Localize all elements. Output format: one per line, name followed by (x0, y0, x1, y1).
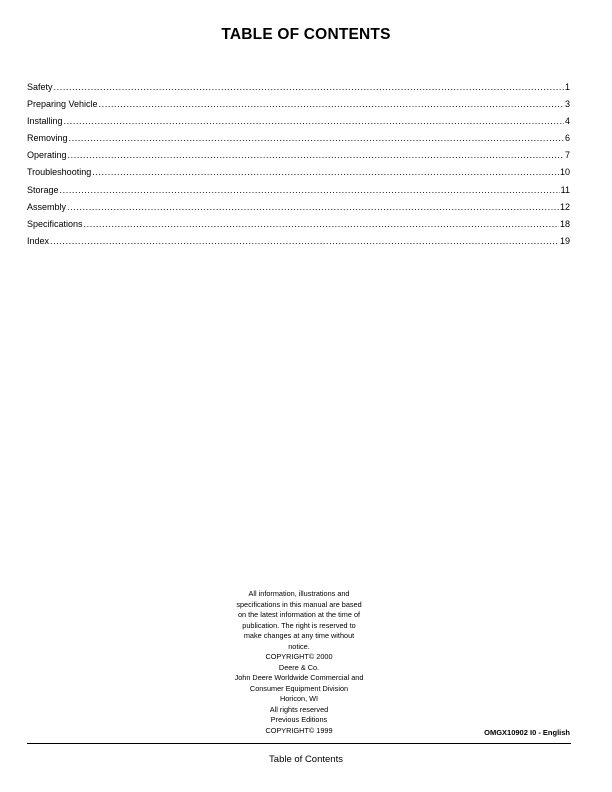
toc-entry-label: Operating (27, 150, 67, 161)
notice-line: Deere & Co. (278, 662, 320, 672)
toc-entry-page: 19 (559, 235, 570, 246)
toc-entry-page: 11 (560, 184, 570, 195)
toc-entry-page: 4 (564, 116, 570, 127)
toc-entry-page: 10 (559, 167, 570, 178)
toc-entry-removing[interactable] (27, 130, 570, 147)
footer-divider (27, 743, 571, 744)
page-title: TABLE OF CONTENTS (221, 26, 391, 43)
toc-entry-installing[interactable] (27, 113, 570, 130)
toc-entry-page: 12 (559, 201, 570, 212)
toc-entry-safety[interactable] (27, 79, 570, 96)
notice-line: notice. (288, 641, 310, 651)
notice-line: All rights reserved (269, 704, 329, 714)
toc-dot-leader (68, 147, 564, 164)
notice-line: COPYRIGHT© 2000 (265, 652, 333, 661)
toc-dot-leader (92, 164, 559, 181)
toc-entry-label: Index (27, 235, 50, 246)
notice-line: publication. The right is reserved to (242, 620, 356, 630)
toc-dot-leader (84, 216, 559, 233)
toc-entry-page: 18 (559, 218, 570, 229)
notice-line: make changes at any time without (243, 631, 355, 640)
toc-entry-label: Assembly (27, 201, 67, 212)
toc-entry-label: Installing (27, 116, 63, 127)
toc-dot-leader (50, 233, 559, 250)
footer-section-label: Table of Contents (269, 754, 343, 765)
toc-entry-label: Specifications (27, 218, 83, 229)
toc-entry-label: Safety (27, 82, 53, 92)
toc-entry-label: Removing (27, 133, 68, 144)
notice-line: COPYRIGHT© 1999 (265, 725, 333, 735)
copyright-notice (206, 589, 392, 736)
table-of-contents (27, 79, 570, 250)
toc-entry-page: 1 (564, 82, 570, 92)
toc-entry-label: Preparing Vehicle (27, 99, 98, 110)
toc-dot-leader (54, 79, 564, 96)
toc-entry-storage[interactable] (27, 182, 570, 199)
toc-entry-page: 3 (564, 99, 570, 110)
toc-dot-leader (69, 130, 564, 147)
notice-line: Horicon, WI (279, 694, 319, 703)
notice-line: specifications in this manual are based (236, 599, 362, 609)
notice-line: on the latest information at the time of (237, 610, 361, 619)
toc-entry-operating[interactable] (27, 147, 570, 164)
toc-entry-specifications[interactable] (27, 216, 570, 233)
toc-entry-page: 6 (564, 133, 570, 144)
toc-entry-label: Troubleshooting (27, 167, 92, 178)
notice-line: All information, illustrations and (248, 589, 350, 598)
toc-dot-leader (64, 113, 564, 130)
toc-entry-preparing-vehicle[interactable] (27, 96, 570, 113)
toc-dot-leader (67, 199, 559, 216)
toc-entry-assembly[interactable] (27, 199, 570, 216)
notice-line: Consumer Equipment Division (249, 683, 349, 693)
toc-entry-troubleshooting[interactable] (27, 164, 570, 181)
toc-entry-label: Storage (27, 184, 59, 195)
notice-line: John Deere Worldwide Commercial and (234, 673, 364, 682)
notice-line: Previous Editions (270, 715, 328, 724)
document-code: OMGX10902 I0 - English (484, 728, 570, 737)
toc-entry-index[interactable] (27, 233, 570, 250)
toc-entry-page: 7 (564, 150, 570, 161)
toc-dot-leader (99, 96, 564, 113)
toc-dot-leader (60, 182, 560, 199)
